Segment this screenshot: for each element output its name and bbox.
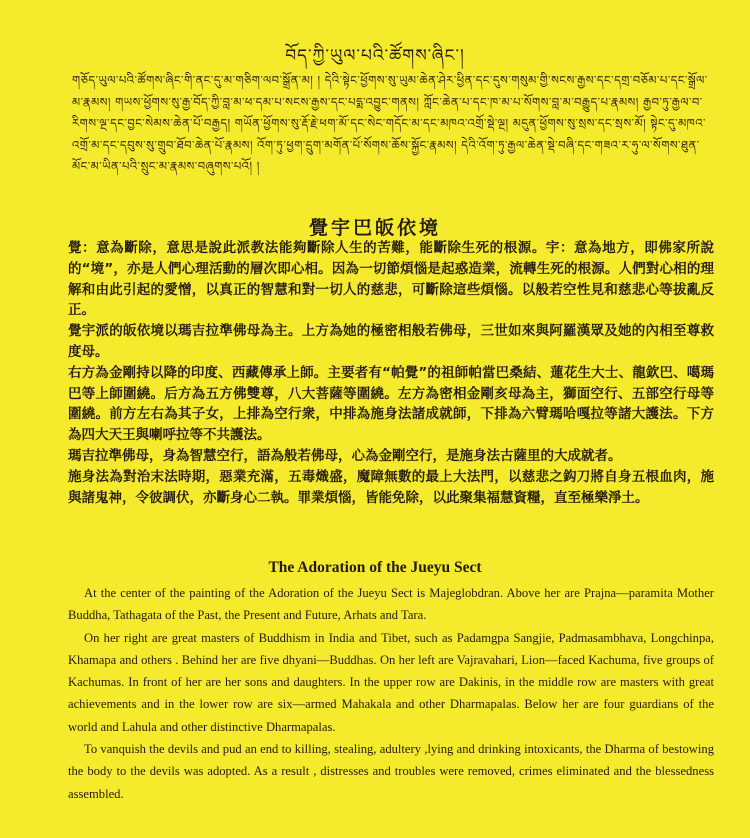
- chinese-paragraph: 覺宇派的皈依境以瑪吉拉準佛母為主。上方為她的極密相般若佛母，三世如來與阿羅漢眾及她的內相至尊救度母。: [68, 323, 714, 360]
- english-body: [68, 582, 714, 805]
- tibetan-body-text: གཅོད་ཡུལ་པའི་ཚོགས་ཞིང་གི་ནང་དུ་མ་གཅིག་ལབ་སྒྲོན་མ། ། དེའི་སྟེང་ཕྱོགས་སུ་ཡུམ་ཆེན་ཤེར་ཕྱིན་དང་དུས་གསུམ་གྱི་སངས་རྒྱས་དང་དགྲ་བཅོམ་པ་དང་སྒྲོལ་མ་རྣམས། གཡས་ཕྱོགས་སུ་རྒྱ་བོད་ཀྱི་བླ་མ་ཕ་དམ་པ་སངས་རྒྱས་དང་པདྨ་འབྱུང་གནས། ཀློང་ཆེན་པ་དང་ཁ་མ་པ་སོགས་བླ་མ་བརྒྱུད་པ་རྣམས། རྒྱབ་ཏུ་རྒྱལ་བ་རིགས་ལྔ་དང་བྱང་སེམས་ཆེན་པོ་བརྒྱད། གཡོན་ཕྱོགས་སུ་རྡོ་རྗེ་ཕག་མོ་དང་སེང་གདོང་མ་དང་མཁའ་འགྲོ་སྡེ་ལྔ། མདུན་ཕྱོགས་སུ་སྲས་དང་སྲས་མོ། སྟེང་དུ་མཁའ་འགྲོ་མ་དང་དབུས་སུ་གྲུབ་ཐོབ་ཆེན་པོ་རྣམས། འོག་ཏུ་ཕྱག་དྲུག་མགོན་པོ་སོགས་ཆོས་སྐྱོང་རྣམས། དེའི་འོག་ཏུ་རྒྱལ་ཆེན་སྡེ་བཞི་དང་གཟའ་ར་ཧུ་ལ་སོགས་ཐུན་མོང་མ་ཡིན་པའི་སྲུང་མ་རྣམས་བཞུགས་པའོ། །: [72, 73, 708, 173]
- tibetan-title: བོད་ཀྱི་ཡུལ་པའི་ཚོགས་ཞིང་།: [285, 46, 465, 66]
- chinese-paragraph: 施身法為對治末法時期，惡業充滿，五毒熾盛，魔障無數的最上大法門，以慈悲之鈎刀將自身五根血肉，施與諸鬼神，令彼調伏，亦斷身心二執。罪業煩惱，皆能免除，以此聚集福慧資糧，直至極樂淨土。: [68, 468, 714, 506]
- english-paragraph: At the center of the painting of the Adoration of the Jueyu Sect is Majeglobdran. Above her are Prajna—paramita Mother Buddha, Tathagata of the Past, the Present and Future, Arhats and Tara.: [68, 586, 714, 623]
- english-paragraph: On her right are great masters of Buddhism in India and Tibet, such as Padamgpa Sangjie, Padmasambhava, Longchinpa, Khamapa and others . Behind her are five dhyani—Buddhas. On her left are Vajravahari, Lion—faced Kachuma, five groups of Kachumas. In front of her are her sons and daughters. In the upper row are Dakinis, in the middle row are masters with great achievements and in the lower row are six—armed Mahakala and other Dharmapalas. Below her are four guardians of the world and Lahula and other distinctive Dharmapalas.: [68, 630, 714, 734]
- english-title: The Adoration of the Jueyu Sect: [268, 559, 482, 576]
- chinese-paragraph: 覺：意為斷除，意思是說此派教法能夠斷除人生的苦難，能斷除生死的根源。宇：意為地方，即佛家所說的“境”，亦是人們心理活動的層次即心相。因為一切節煩惱是起惑造業，流轉生死的根源。人們對心相的理解和由此引起的愛憎，以真正的智慧和對一切人的慈悲，可斷除這些煩惱。以般若空性見和慈悲心等拔亂反正。: [68, 240, 714, 319]
- english-paragraph: To vanquish the devils and pud an end to killing, stealing, adultery ,lying and drinking intoxicants, the Dharma of bestowing the body to the devils was adopted. As a result , distresses and troubles were removed, crimes eliminated and the blessedness assembled.: [68, 742, 714, 801]
- chinese-paragraph: 右方為金剛持以降的印度、西藏傳承上師。主要者有“帕覺”的祖師帕當巴桑結、蓮花生大士、龍欽巴、噶瑪巴等上師圍繞。后方為五方佛雙尊，八大菩薩等圍繞。左方為密相金剛亥母為主，獅面空行、五部空行母等圍繞。前方左右為其子女，上排為空行衆，中排為施身法諸成就師，下排為六臂瑪哈嘎拉等諸大護法。下方為四大天王與喇呼拉等不共護法。: [68, 364, 714, 444]
- chinese-title: 覺宇巴皈依境: [308, 217, 441, 239]
- chinese-body: [68, 238, 714, 508]
- chinese-paragraph: 瑪吉拉準佛母，身為智慧空行，語為般若佛母，心為金剛空行，是施身法古薩里的大成就者。: [68, 447, 622, 464]
